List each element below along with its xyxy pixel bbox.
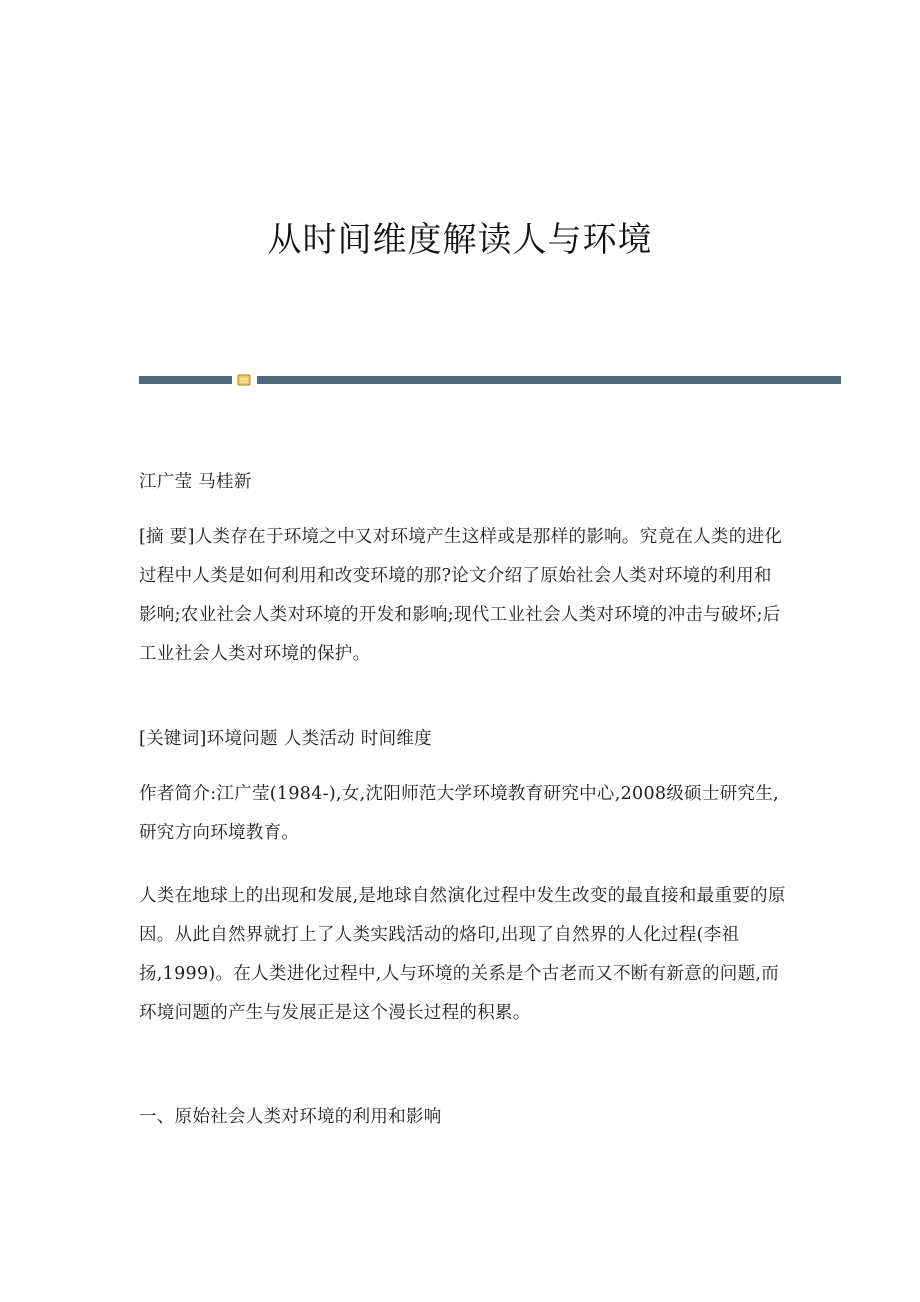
divider-right-bar	[257, 376, 841, 384]
keywords-line: [关键词]环境问题 人类活动 时间维度	[139, 729, 432, 749]
ornament-icon	[237, 374, 251, 386]
author-line: 江广莹 马桂新	[139, 472, 252, 492]
document-title: 从时间维度解读人与环境	[267, 220, 653, 260]
intro-paragraph: 人类在地球上的出现和发展,是地球自然演化过程中发生改变的最直接和最重要的原因。从此自然界就打上了人类实践活动的烙印,出现了自然界的人化过程(李祖扬,1999)。在人类进化过程中,人与环境的关系是个古老而又不断有新意的问题,而环境问题的产生与发展正是这个漫长过程的积累。	[139, 886, 786, 1023]
divider-left-bar	[139, 376, 232, 384]
abstract-paragraph: [摘 要]人类存在于环境之中又对环境产生这样或是那样的影响。究竟在人类的进化过程中人类是如何利用和改变环境的那?论文介绍了原始社会人类对环境的利用和影响;农业社会人类对环境的开发和影响;现代工业社会人类对环境的冲击与破坏;后工业社会人类对环境的保护。	[139, 527, 783, 664]
author-bio-paragraph: 作者简介:江广莹(1984-),女,沈阳师范大学环境教育研究中心,2008级硕士研究生,研究方向环境教育。	[139, 784, 779, 843]
section-heading: 一、原始社会人类对环境的利用和影响	[139, 1107, 442, 1127]
